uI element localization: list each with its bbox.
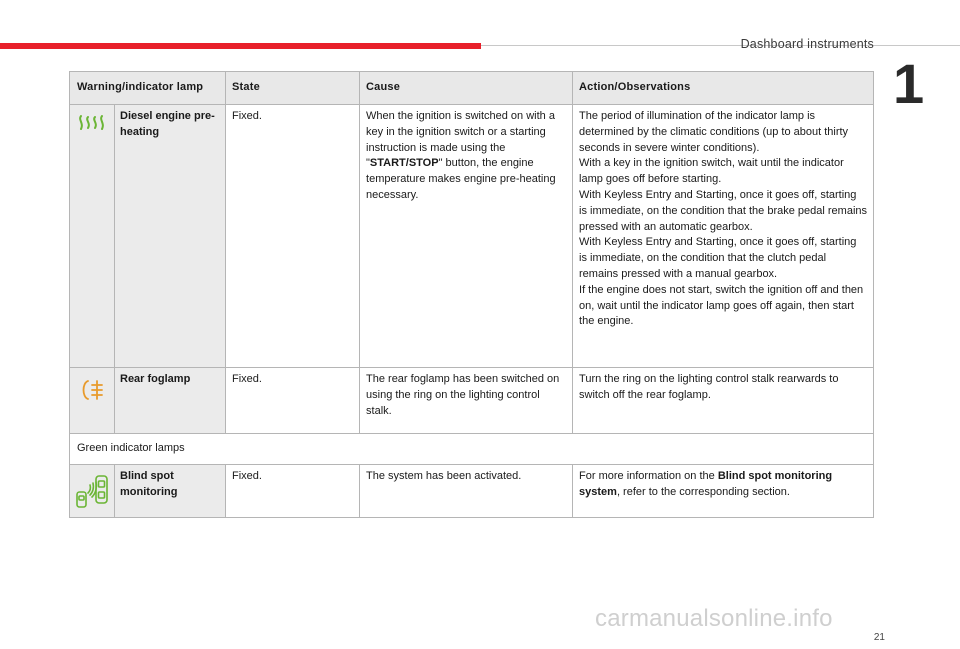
column-header-state: State	[226, 72, 360, 105]
group-heading-row	[70, 434, 874, 465]
lamp-cause	[360, 105, 573, 368]
cause-text: " button, the engine temperature makes engine pre-heating necessary.	[366, 157, 556, 201]
cause-text: When the ignition is switched on with a key in the ignition switch or a starting instruction is made using the "	[366, 110, 555, 170]
column-header-action: Action/Observations	[573, 72, 874, 105]
lamp-icon-cell	[70, 105, 115, 368]
lamp-cause: The rear foglamp has been switched on using the ring on the lighting control stalk.	[360, 368, 573, 434]
rear-foglamp-icon	[77, 378, 107, 402]
lamp-action	[573, 465, 874, 518]
table-row	[70, 105, 874, 368]
action-text: , refer to the corresponding section.	[616, 485, 790, 498]
section-title: Dashboard instruments	[740, 37, 874, 51]
diesel-preheating-icon	[77, 113, 107, 133]
group-heading: Green indicator lamps	[70, 434, 874, 465]
start-stop-label: START/STOP	[369, 157, 439, 170]
column-header-lamp: Warning/indicator lamp	[70, 72, 226, 105]
lamp-state: Fixed.	[226, 105, 360, 368]
lamp-icon-cell	[70, 465, 115, 518]
table-row	[70, 465, 874, 518]
chapter-number: 1	[893, 52, 925, 115]
action-text: For more information on the	[579, 470, 718, 482]
warning-lamp-table	[69, 71, 874, 518]
header-rule	[481, 45, 960, 46]
blind-spot-reference: Blind spot monitoring system	[579, 470, 833, 498]
lamp-action: The period of illumination of the indicator lamp is determined by the climatic conditions (up to about thirty seconds in severe winter conditions). With a key in the ignition switch, wait until the indicator lamp goes off before starting. With Keyless Entry and Starting, once it goes off, starting is immediate, on the condition that the brake pedal remains pressed with an automatic gearbox. With Keyless Entry and Starting, once it goes off, starting is immediate, on the condition that the clutch pedal remains pressed with a manual gearbox. If the engine does not start, switch the ignition off and then on, wait until the indicator lamp goes off again, then start the engine.	[573, 105, 874, 368]
watermark: carmanualsonline.info	[595, 605, 833, 632]
lamp-cause: The system has been activated.	[360, 465, 573, 518]
table-header-row	[70, 72, 874, 105]
blind-spot-monitoring-icon	[74, 473, 110, 511]
lamp-name: Blind spot monitoring	[115, 465, 226, 518]
column-header-cause: Cause	[360, 72, 573, 105]
header-accent-bar	[0, 43, 481, 49]
lamp-action: Turn the ring on the lighting control stalk rearwards to switch off the rear foglamp.	[573, 368, 874, 434]
lamp-name: Rear foglamp	[115, 368, 226, 434]
lamp-state: Fixed.	[226, 465, 360, 518]
lamp-name: Diesel engine pre-heating	[115, 105, 226, 368]
lamp-icon-cell	[70, 368, 115, 434]
table-row	[70, 368, 874, 434]
lamp-state: Fixed.	[226, 368, 360, 434]
page-number: 21	[873, 632, 885, 643]
